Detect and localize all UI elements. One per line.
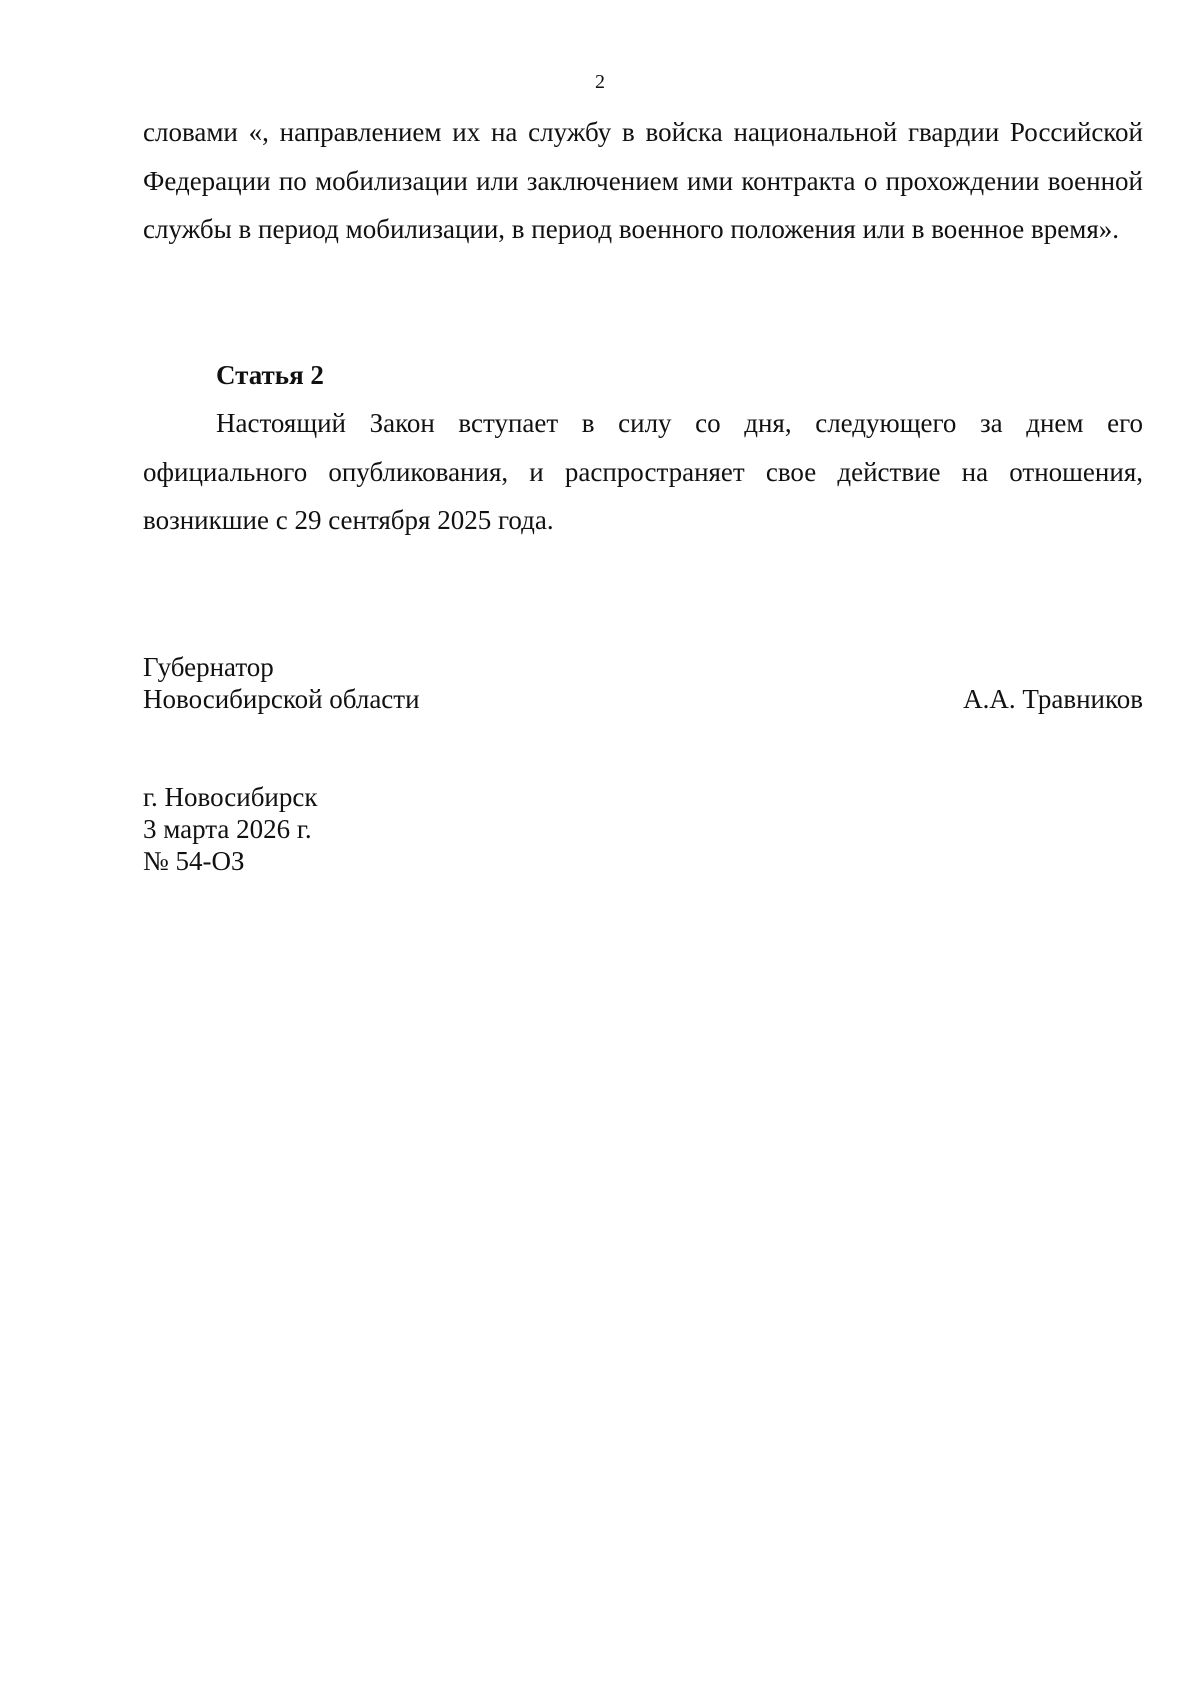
- continuation-paragraph: словами «, направлением их на службу в войска национальной гвардии Российской Федерации по мобилизации или заключением ими контракта о прохождении военной службы в период мобилизации, в период военного положения или в военное время».: [143, 117, 1143, 244]
- signature-title-line2: Новосибирской области: [143, 684, 420, 714]
- law-number: № 54-ОЗ: [143, 846, 245, 876]
- article-body: Настоящий Закон вступает в силу со дня, следующего за днем его официального опубликования, и распространяет свое действие на отношения, возникшие с 29 сентября 2025 года.: [143, 408, 1143, 535]
- signature-title-line1: Губернатор: [143, 652, 274, 682]
- city: г. Новосибирск: [143, 782, 318, 812]
- signatory-name: А.А. Травников: [963, 684, 1143, 714]
- article-heading: Статья 2: [216, 360, 324, 390]
- page-number: 2: [595, 71, 605, 93]
- law-date: 3 марта 2026 г.: [143, 814, 312, 844]
- signature-block: [143, 651, 1143, 715]
- place-date-block: [143, 781, 318, 877]
